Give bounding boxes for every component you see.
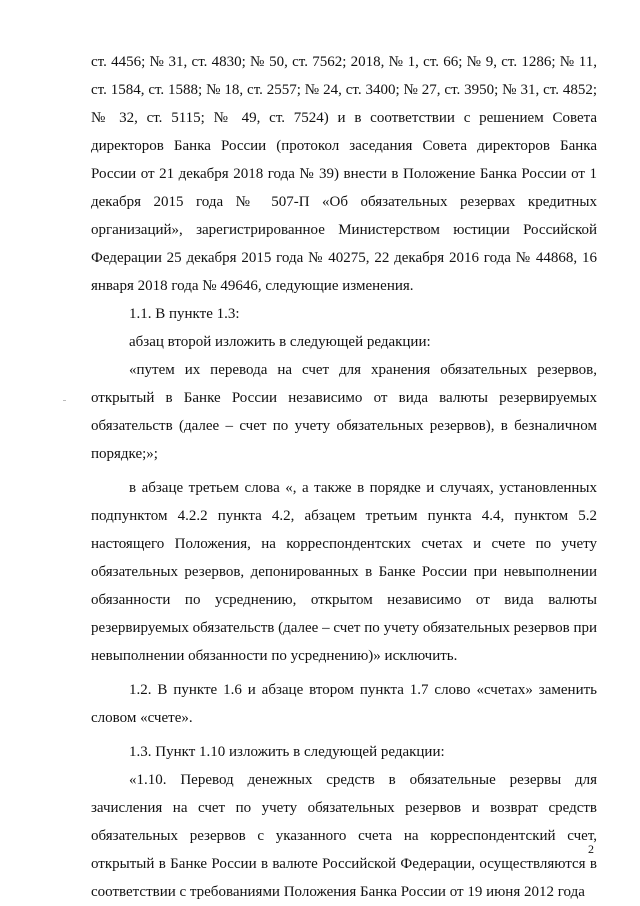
paragraph-item-1-10-quote: «1.10. Перевод денежных средств в обязательные резервы для зачисления на счет по учету обязательных резервов и возврат средств обязательных резервов с указанного счета на корреспондентский счет, открытый в Банке России в валюте Российской Федерации, осуществляются в соответствии с требованиями Положения Банка России от 19 июня 2012 года bbox=[91, 772, 597, 900]
paragraph-item-1-3: 1.3. Пункт 1.10 изложить в следующей редакции: bbox=[129, 744, 445, 760]
paragraph-item-1-1-exclusion: в абзаце третьем слова «, а также в порядке и случаях, установленных подпунктом 4.2.2 пункта 4.2, абзацем третьим пункта 4.4, пунктом 5.2 настоящего Положения, на корреспондентских счетах и счете по учету обязательных резервов, депонированных в Банке России при невыполнении обязанности по усреднению, открытом независимо от вида валюты резервируемых обязательств (далее – счет по учету обязательных резервов при невыполнении обязанности по усреднению)» исключить. bbox=[91, 480, 597, 664]
paragraph-item-1-1-intro: абзац второй изложить в следующей редакции: bbox=[129, 334, 431, 350]
page-number: 2 bbox=[588, 842, 594, 856]
document-body bbox=[91, 48, 597, 906]
paragraph-item-1-2: 1.2. В пункте 1.6 и абзаце втором пункта 1.7 слово «счетах» заменить словом «счете». bbox=[91, 682, 597, 726]
paragraph-item-1-1: 1.1. В пункте 1.3: bbox=[129, 306, 240, 322]
paragraph-preamble: ст. 4456; № 31, ст. 4830; № 50, ст. 7562; 2018, № 1, ст. 66; № 9, ст. 1286; № 11, ст. 1584, ст. 1588; № 18, ст. 2557; № 24, ст. 3400; № 27, ст. 3950; № 31, ст. 4852; № 32, ст. 5115; № 49, ст. 7524) и в соответствии с решением Совета директоров Банка России (протокол заседания Совета директоров Банка России от 21 декабря 2018 года № 39) внести в Положение Банка России от 1 декабря 2015 года № 507-П «Об обязательных резервах кредитных организаций», зарегистрированное Министерством юстиции Российской Федерации 25 декабря 2015 года № 40275, 22 декабря 2016 года № 44868, 16 января 2018 года № 49646, следующие изменения. bbox=[91, 54, 597, 294]
margin-mark bbox=[63, 400, 66, 401]
paragraph-item-1-1-quote: «путем их перевода на счет для хранения обязательных резервов, открытый в Банке России независимо от вида валюты резервируемых обязательств (далее – счет по учету обязательных резервов), в безналичном порядке;»; bbox=[91, 362, 597, 462]
